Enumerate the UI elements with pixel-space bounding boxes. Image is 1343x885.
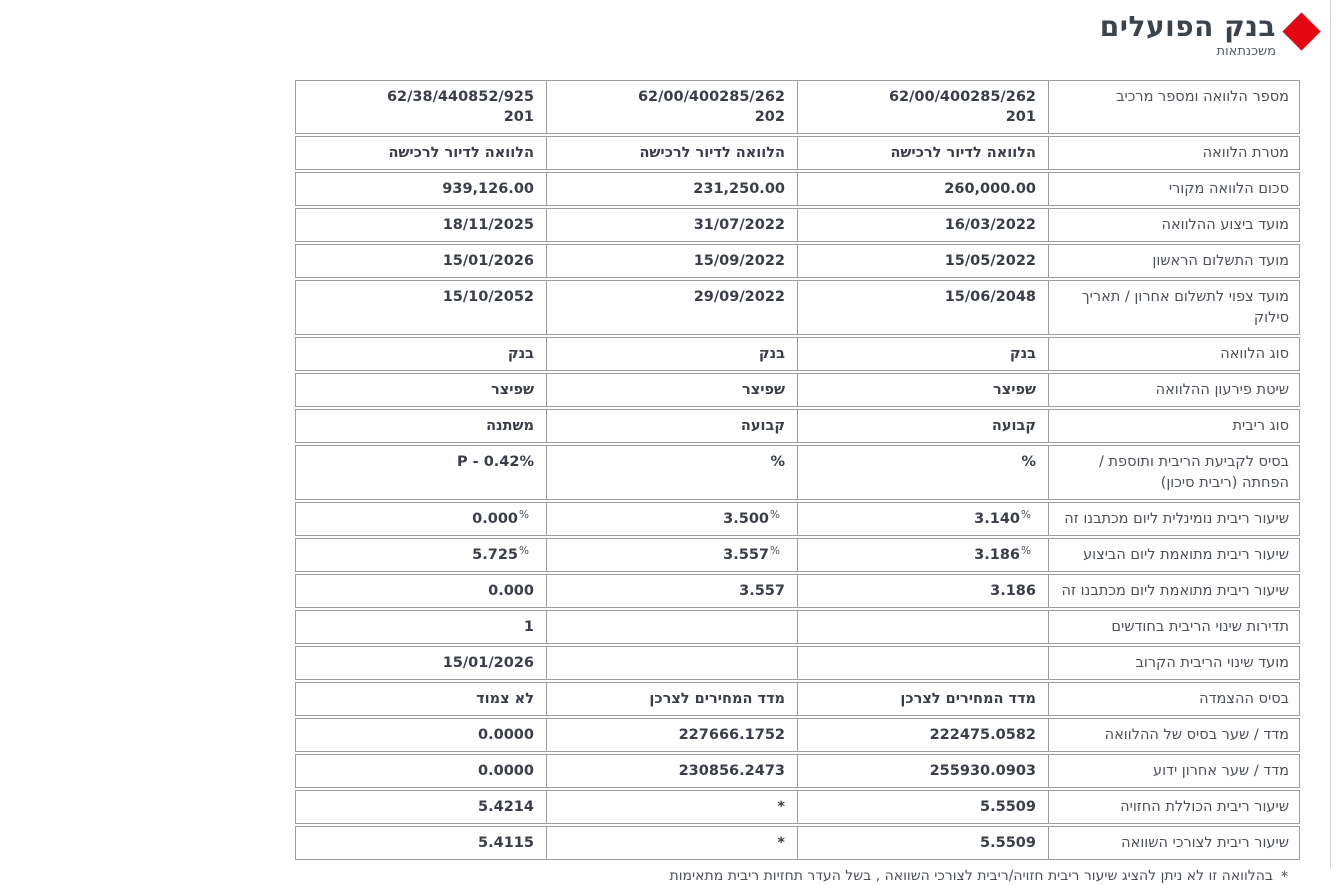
- footnote-asterisk: *: [1281, 868, 1288, 885]
- row-label-next-rate-change-date: מועד שינוי הריבית הקרוב: [1048, 646, 1300, 680]
- cell-loan-type-loan3: בנק: [295, 337, 546, 371]
- cell-loan-number-loan3: 62/38/440852/925 201: [295, 80, 546, 134]
- cell-loan-purpose-loan2: הלוואה לדיור לרכישה: [546, 136, 797, 170]
- row-label-repayment-method: שיטת פירעון ההלוואה: [1048, 373, 1300, 407]
- table-row-projected-total-rate: [295, 790, 1300, 824]
- cell-nominal-rate-loan2: %3.500: [546, 502, 797, 536]
- cell-loan-type-loan1: בנק: [797, 337, 1048, 371]
- table-row-next-rate-change-date: [295, 646, 1300, 680]
- cell-repayment-method-loan1: שפיצר: [797, 373, 1048, 407]
- table-row-interest-type: [295, 409, 1300, 443]
- cell-execution-date-loan2: 31/07/2022: [546, 208, 797, 242]
- cell-adjusted-rate-execution-loan3: %5.725: [295, 538, 546, 572]
- table-row-loan-number: [295, 80, 1300, 134]
- cell-next-rate-change-date-loan2: [546, 646, 797, 680]
- row-label-expected-last-payment: מועד צפוי לתשלום אחרון / תאריך סילוק: [1048, 280, 1300, 335]
- cell-interest-base-loan3: P - 0.42%: [295, 445, 546, 500]
- row-label-nominal-rate: שיעור ריבית נומינלית ליום מכתבנו זה: [1048, 502, 1300, 536]
- table-row-execution-date: [295, 208, 1300, 242]
- percent-sign: %: [519, 544, 529, 557]
- cell-indexation-base-loan3: לא צמוד: [295, 682, 546, 716]
- row-label-loan-purpose: מטרת הלוואה: [1048, 136, 1300, 170]
- bank-hapoalim-diamond-icon: [1282, 12, 1320, 50]
- cell-projected-total-rate-loan2: *: [546, 790, 797, 824]
- cell-first-payment-date-loan1: 15/05/2022: [797, 244, 1048, 278]
- cell-expected-last-payment-loan1: 15/06/2048: [797, 280, 1048, 335]
- brand-text: [1100, 12, 1276, 59]
- brand-header: [0, 0, 1343, 68]
- row-label-original-amount: סכום הלוואה מקורי: [1048, 172, 1300, 206]
- table-row-base-index: [295, 718, 1300, 752]
- cell-comparison-rate-loan3: 5.4115: [295, 826, 546, 860]
- cell-loan-purpose-loan1: הלוואה לדיור לרכישה: [797, 136, 1048, 170]
- cell-base-index-loan2: 227666.1752: [546, 718, 797, 752]
- cell-adjusted-rate-today-loan3: 0.000: [295, 574, 546, 608]
- cell-nominal-rate-loan3: %0.000: [295, 502, 546, 536]
- footnote-text: בהלוואה זו לא ניתן להציג שיעור ריבית חזויה/ריבית לצורכי השוואה , בשל העדר תחזיות ריבית מתאימות: [669, 867, 1273, 884]
- cell-adjusted-rate-execution-loan1: %3.186: [797, 538, 1048, 572]
- cell-last-known-index-loan1: 255930.0903: [797, 754, 1048, 788]
- cell-next-rate-change-date-loan1: [797, 646, 1048, 680]
- cell-original-amount-loan2: 231,250.00: [546, 172, 797, 206]
- bank-name: בנק הפועלים: [1099, 10, 1276, 43]
- cell-nominal-rate-loan1: %3.140: [797, 502, 1048, 536]
- percent-sign: %: [770, 508, 780, 521]
- row-label-interest-base: בסיס לקביעת הריבית ותוספת / הפחתה (ריבית סיכון): [1048, 445, 1300, 500]
- table-row-repayment-method: [295, 373, 1300, 407]
- row-label-indexation-base: בסיס ההצמדה: [1048, 682, 1300, 716]
- cell-first-payment-date-loan3: 15/01/2026: [295, 244, 546, 278]
- cell-rate-change-frequency-loan3: 1: [295, 610, 546, 644]
- cell-original-amount-loan3: 939,126.00: [295, 172, 546, 206]
- cell-projected-total-rate-loan3: 5.4214: [295, 790, 546, 824]
- cell-indexation-base-loan1: מדד המחירים לצרכן: [797, 682, 1048, 716]
- page-edge-divider: [1330, 0, 1331, 868]
- cell-interest-type-loan3: משתנה: [295, 409, 546, 443]
- table-row-adjusted-rate-today: [295, 574, 1300, 608]
- row-label-comparison-rate: שיעור ריבית לצורכי השוואה: [1048, 826, 1300, 860]
- row-label-adjusted-rate-execution: שיעור ריבית מתואמת ליום הביצוע: [1048, 538, 1300, 572]
- cell-next-rate-change-date-loan3: 15/01/2026: [295, 646, 546, 680]
- row-label-interest-type: סוג ריבית: [1048, 409, 1300, 443]
- percent-sign: %: [1021, 508, 1031, 521]
- cell-comparison-rate-loan1: 5.5509: [797, 826, 1048, 860]
- cell-interest-base-loan1: %: [797, 445, 1048, 500]
- cell-adjusted-rate-today-loan2: 3.557: [546, 574, 797, 608]
- loan-comparison-table: [295, 78, 1300, 862]
- table-row-first-payment-date: [295, 244, 1300, 278]
- cell-base-index-loan1: 222475.0582: [797, 718, 1048, 752]
- cell-last-known-index-loan2: 230856.2473: [546, 754, 797, 788]
- table-row-interest-base: [295, 445, 1300, 500]
- row-label-loan-number: מספר הלוואה ומספר מרכיב: [1048, 80, 1300, 134]
- cell-adjusted-rate-today-loan1: 3.186: [797, 574, 1048, 608]
- loan-table-body: [295, 80, 1300, 860]
- table-row-nominal-rate: [295, 502, 1300, 536]
- table-row-adjusted-rate-execution: [295, 538, 1300, 572]
- table-row-expected-last-payment: [295, 280, 1300, 335]
- table-row-indexation-base: [295, 682, 1300, 716]
- cell-original-amount-loan1: 260,000.00: [797, 172, 1048, 206]
- table-row-loan-type: [295, 337, 1300, 371]
- cell-expected-last-payment-loan3: 15/10/2052: [295, 280, 546, 335]
- cell-indexation-base-loan2: מדד המחירים לצרכן: [546, 682, 797, 716]
- cell-expected-last-payment-loan2: 29/09/2022: [546, 280, 797, 335]
- cell-execution-date-loan3: 18/11/2025: [295, 208, 546, 242]
- row-label-base-index: מדד / שער בסיס של ההלוואה: [1048, 718, 1300, 752]
- table-row-comparison-rate: [295, 826, 1300, 860]
- row-label-adjusted-rate-today: שיעור ריבית מתואמת ליום מכתבנו זה: [1048, 574, 1300, 608]
- cell-repayment-method-loan2: שפיצר: [546, 373, 797, 407]
- cell-repayment-method-loan3: שפיצר: [295, 373, 546, 407]
- percent-sign: %: [519, 508, 529, 521]
- table-row-original-amount: [295, 172, 1300, 206]
- cell-loan-number-loan1: 62/00/400285/262 201: [797, 80, 1048, 134]
- cell-interest-base-loan2: %: [546, 445, 797, 500]
- cell-projected-total-rate-loan1: 5.5509: [797, 790, 1048, 824]
- table-row-rate-change-frequency: [295, 610, 1300, 644]
- cell-last-known-index-loan3: 0.0000: [295, 754, 546, 788]
- row-label-execution-date: מועד ביצוע ההלוואה: [1048, 208, 1300, 242]
- cell-interest-type-loan2: קבועה: [546, 409, 797, 443]
- percent-sign: %: [770, 544, 780, 557]
- cell-first-payment-date-loan2: 15/09/2022: [546, 244, 797, 278]
- cell-interest-type-loan1: קבועה: [797, 409, 1048, 443]
- cell-adjusted-rate-execution-loan2: %3.557: [546, 538, 797, 572]
- department-name: משכנתאות: [1216, 43, 1276, 59]
- row-label-loan-type: סוג הלוואה: [1048, 337, 1300, 371]
- row-label-rate-change-frequency: תדירות שינוי הריבית בחודשים: [1048, 610, 1300, 644]
- table-row-loan-purpose: [295, 136, 1300, 170]
- cell-rate-change-frequency-loan1: [797, 610, 1048, 644]
- row-label-first-payment-date: מועד התשלום הראשון: [1048, 244, 1300, 278]
- cell-base-index-loan3: 0.0000: [295, 718, 546, 752]
- cell-execution-date-loan1: 16/03/2022: [797, 208, 1048, 242]
- cell-comparison-rate-loan2: *: [546, 826, 797, 860]
- footnote: [0, 862, 1343, 885]
- row-label-projected-total-rate: שיעור ריבית הכוללת החזויה: [1048, 790, 1300, 824]
- cell-loan-number-loan2: 62/00/400285/262 202: [546, 80, 797, 134]
- loan-details-section: [0, 68, 1343, 862]
- cell-loan-purpose-loan3: הלוואה לדיור לרכישה: [295, 136, 546, 170]
- cell-rate-change-frequency-loan2: [546, 610, 797, 644]
- percent-sign: %: [1021, 544, 1031, 557]
- table-row-last-known-index: [295, 754, 1300, 788]
- row-label-last-known-index: מדד / שער אחרון ידוע: [1048, 754, 1300, 788]
- cell-loan-type-loan2: בנק: [546, 337, 797, 371]
